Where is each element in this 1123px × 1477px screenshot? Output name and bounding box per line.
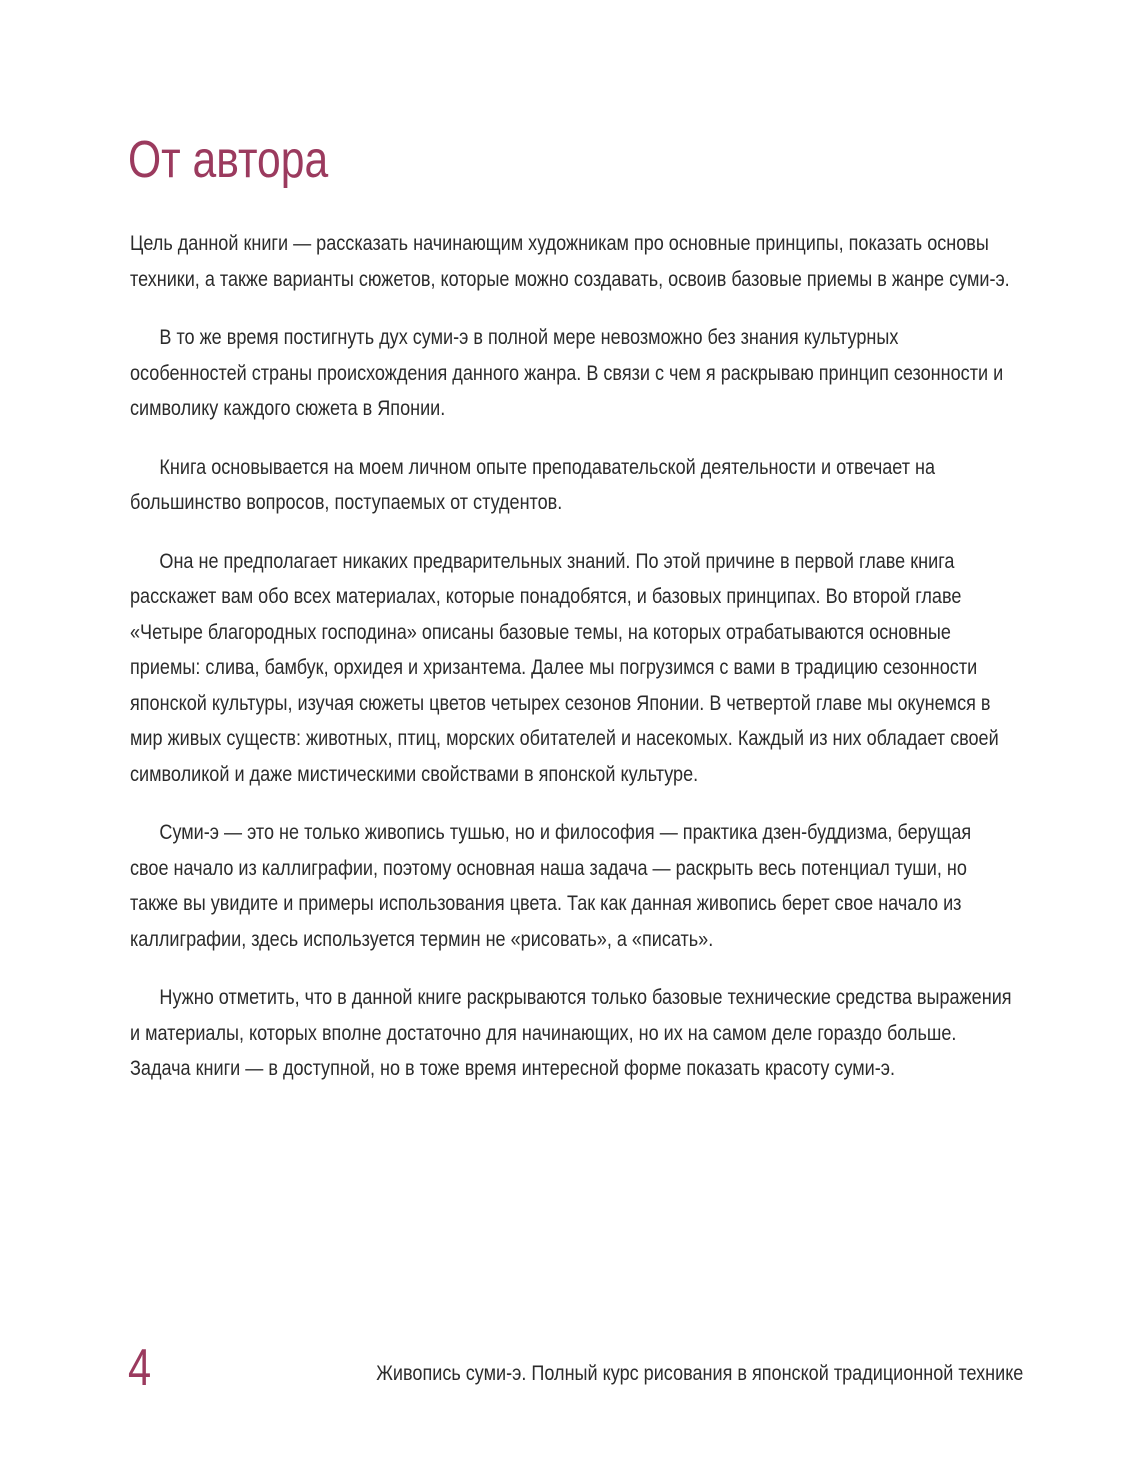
paragraph-6: Нужно отметить, что в данной книге раскрываются только базовые технические средства выражения и материалы, которых вполне достаточно для начинающих, но их на самом деле гораздо больше. Задача книги — в доступной, но в тоже время интересной форме показать красоту суми-э. [130,985,1012,1080]
page-footer [128,1338,1023,1398]
page-title: От автора [128,131,329,189]
paragraph-1: Цель данной книги — рассказать начинающим художникам про основные принципы, показать основы техники, а также варианты сюжетов, которые можно создавать, освоив базовые приемы в жанре суми-э. [130,231,1010,291]
body-text [130,226,1012,1110]
paragraph-2: В то же время постигнуть дух суми-э в полной мере невозможно без знания культурных особенностей страны происхождения данного жанра. В связи с чем я раскрываю принцип сезонности и символику каждого сюжета в Японии. [130,325,1004,420]
paragraph-4: Она не предполагает никаких предварительных знаний. По этой причине в первой главе книга расскажет вам обо всех материалах, которые понадобятся, и базовых принципах. Во второй главе «Четыре благородных господина» описаны базовые темы, на которых отрабатываются основные приемы: слива, бамбук, орхидея и хризантема. Далее мы погрузимся с вами в традицию сезонности японской культуры, изучая сюжеты цветов четырех сезонов Японии. В четвертой главе мы окунемся в мир живых существ: животных, птиц, морских обитателей и насекомых. Каждый из них обладает своей символикой и даже мистическими свойствами в японской культуре. [130,548,999,786]
paragraph-3: Книга основывается на моем личном опыте преподавательской деятельности и отвечает на большинство вопросов, поступаемых от студентов. [130,454,936,514]
paragraph-5: Суми-э — это не только живопись тушью, но и философия — практика дзен-буддизма, берущая свое начало из каллиграфии, поэтому основная наша задача — раскрыть весь потенциал туши, но также вы увидите и примеры использования цвета. Так как данная живопись берет свое начало из каллиграфии, здесь используется термин не «рисовать», а «писать». [130,820,972,951]
page-number: 4 [128,1339,152,1397]
running-title: Живопись суми-э. Полный курс рисования в японской традиционной технике [375,1361,1023,1385]
